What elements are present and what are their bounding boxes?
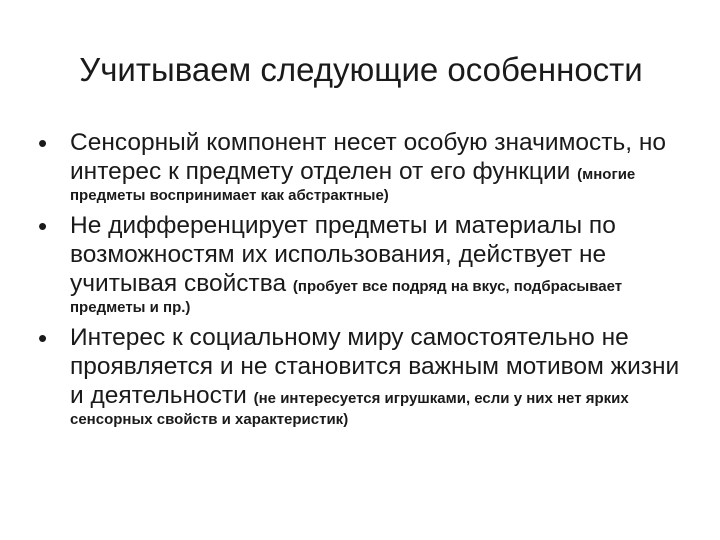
bullet-note: (не интересуется игрушками, если у них нет ярких сенсорных свойств и характеристик)	[70, 390, 629, 428]
bullet-text: Не дифференцирует предметы и материалы по возможностям их использования, действует не учитывая свойства	[70, 212, 616, 297]
bullet-icon: •	[38, 211, 48, 241]
bullet-text: Сенсорный компонент несет особую значимость, но интерес к предмету отделен от его функции	[70, 129, 667, 185]
bullet-item-1	[38, 128, 698, 205]
bullet-icon: •	[38, 128, 48, 158]
bullet-note: (многие предметы воспринимает как абстрактные)	[70, 166, 636, 204]
bullet-item-3	[38, 323, 698, 429]
bullet-item-2	[38, 211, 698, 317]
bullet-text: Интерес к социальному миру самостоятельно не проявляется и не становится важным мотивом жизни и деятельности	[70, 324, 680, 409]
bullet-note: (пробует все подряд на вкус, подбрасывает предметы и пр.)	[70, 278, 623, 316]
bullet-icon: •	[38, 323, 48, 353]
slide-title: Учитываем следующие особенности	[79, 51, 643, 88]
bullet-list	[38, 128, 698, 435]
